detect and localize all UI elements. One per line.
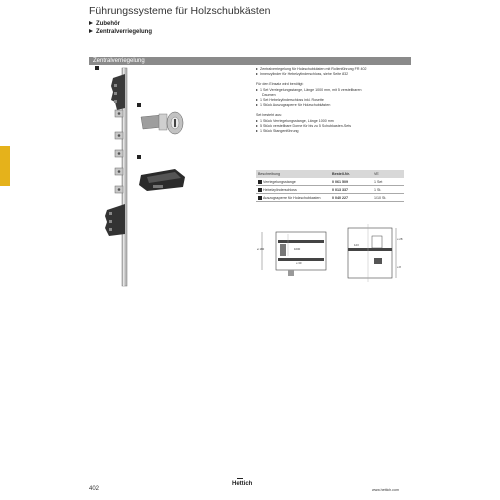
requirement-item: 1 Set Hebelzylinderschloss inkl. Rosette [256,98,366,103]
arrow-right-icon [89,29,93,33]
figure-number-badge [258,180,262,184]
requirement-item: 1 Stück Auszugssperre für Holzschubkästen [256,103,366,108]
product-illustration-lock-cylinder [137,103,187,143]
arrow-right-icon [89,21,93,25]
requirement-item-continued: Daumen [262,92,276,97]
page-title: Führungssysteme für Holzschubkästen [89,5,271,17]
requirement-item: 1 Set Verriegelungsstange, Länge 1000 mm, mit 5 verstellbaren [256,88,366,93]
figure-number-badge [258,196,262,200]
dimension-label: 123 [354,243,359,247]
set-item: 5 Stück verstellbare Dorne für bis zu 5 Schubkasten-Sets [256,124,366,129]
dimension-label: ≥ 28 [397,237,403,241]
column-header: VE [374,172,379,176]
set-item: 1 Stück Stangenführung [256,129,366,134]
breadcrumb-item[interactable]: Zubehör [89,20,152,28]
section-header-bar [89,57,411,65]
table-row: Auszugssperre für Holzschubkasten 0 040 227 1/10 St. [256,194,404,202]
brand-logo: Hettich [232,481,253,487]
feature-item: Innenzylinder für Hebelzylinderschloss, siehe Seite 832 [256,72,366,77]
breadcrumb [89,20,152,36]
technical-drawing-right [344,218,406,288]
table-row: Hebelzylinderschloss 0 013 337 1 St. [256,186,404,194]
breadcrumb-item[interactable]: Zentralverriegelung [89,28,152,36]
bullet-arrow-icon [256,120,258,122]
requirements-heading: Für den Einsatz wird benötigt: [256,82,304,87]
bullet-arrow-icon [256,125,258,127]
dimension-label: ≥ 30 [296,261,302,265]
product-illustration-drawer-stop [137,155,189,195]
feature-item: Zentralverriegelung für Holzschubkästen mit Rollenführung FR 402 [256,67,366,72]
table-row: Verriegelungsstange 0 061 509 1 Set [256,178,404,186]
section-title: Zentralverriegelung [93,58,145,64]
bullet-arrow-icon [256,99,258,101]
set-item: 1 Stück Verriegelungsstange, Länge 1000 mm [256,119,366,124]
order-table [256,170,404,202]
bullet-arrow-icon [256,104,258,106]
dimension-label: 1000 [294,247,301,251]
bullet-arrow-icon [256,73,258,75]
page-number: 402 [89,486,100,492]
technical-drawing-left [256,228,331,278]
website-link[interactable]: www.hettich.com [372,488,399,492]
figure-number-badge [258,188,262,192]
bullet-arrow-icon [256,89,258,91]
dimension-label: ø 180 [257,247,265,251]
column-header: Bestell-Nr. [332,172,350,176]
bullet-arrow-icon [256,68,258,70]
set-contents-heading: Set besteht aus: [256,113,282,118]
product-description [256,67,366,134]
column-header: Beschreibung [258,172,280,176]
table-header [256,170,404,178]
bullet-arrow-icon [256,130,258,132]
chapter-tab [0,146,10,186]
dimension-label: ≥ 8 [397,265,401,269]
